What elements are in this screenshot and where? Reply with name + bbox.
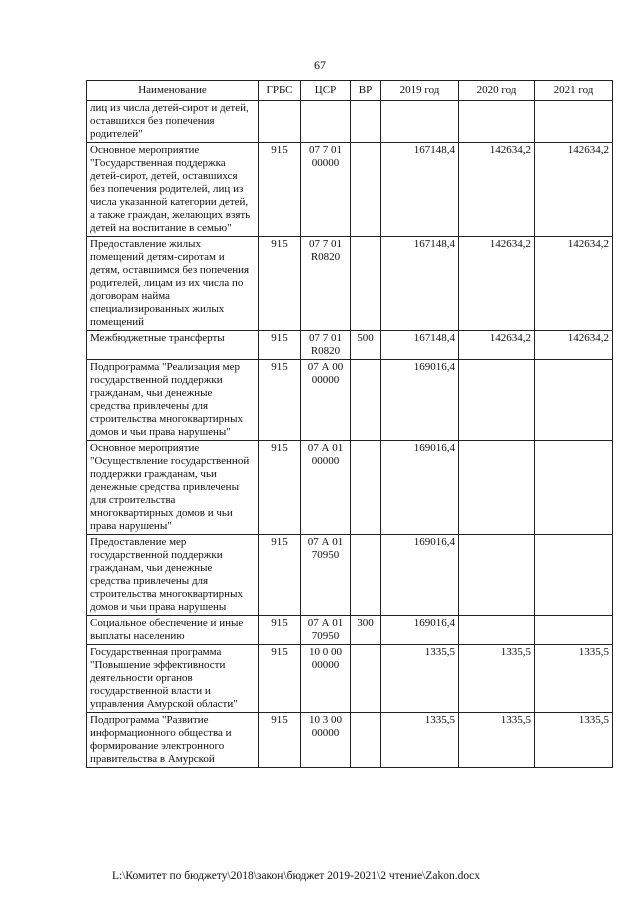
- cell-2019: 169016,4: [381, 360, 459, 441]
- cell-csr: 07 А 01 70950: [301, 535, 351, 616]
- cell-2020: [459, 616, 535, 645]
- table-row: [87, 645, 613, 713]
- cell-2021: [535, 535, 613, 616]
- cell-2020: 142634,2: [459, 237, 535, 331]
- cell-grbs: 915: [259, 713, 301, 768]
- cell-csr: 07 7 01 00000: [301, 143, 351, 237]
- cell-grbs: 915: [259, 360, 301, 441]
- cell-2021: 1335,5: [535, 645, 613, 713]
- cell-2020: [459, 535, 535, 616]
- cell-2021: 1335,5: [535, 713, 613, 768]
- cell-grbs: 915: [259, 616, 301, 645]
- cell-name: Основное мероприятие "Осуществление государственной поддержки гражданам, чьи денежные средства привлечены для строительства многоквартирных домов и чьи права нарушены": [87, 441, 259, 535]
- cell-2021: [535, 101, 613, 143]
- cell-name: Предоставление жилых помещений детям-сиротам и детям, оставшимся без попечения родителей, лицам из их числа по договорам найма специализированных жилых помещений: [87, 237, 259, 331]
- table-body: [87, 101, 613, 768]
- cell-grbs: 915: [259, 645, 301, 713]
- cell-2021: 142634,2: [535, 143, 613, 237]
- cell-2019: 1335,5: [381, 645, 459, 713]
- table-row: [87, 331, 613, 360]
- table-row: [87, 360, 613, 441]
- cell-csr: [301, 101, 351, 143]
- cell-grbs: 915: [259, 143, 301, 237]
- cell-name: лиц из числа детей-сирот и детей, оставшихся без попечения родителей": [87, 101, 259, 143]
- cell-2019: 169016,4: [381, 616, 459, 645]
- footer-file-path: L:\Комитет по бюджету\2018\закон\бюджет 2019-2021\2 чтение\Zakon.docx: [112, 870, 480, 882]
- cell-vr: [351, 535, 381, 616]
- header-2021: 2021 год: [535, 81, 613, 101]
- cell-vr: [351, 713, 381, 768]
- cell-grbs: 915: [259, 441, 301, 535]
- header-csr: ЦСР: [301, 81, 351, 101]
- cell-vr: [351, 101, 381, 143]
- cell-grbs: 915: [259, 331, 301, 360]
- cell-csr: 07 А 01 70950: [301, 616, 351, 645]
- cell-vr: [351, 441, 381, 535]
- cell-name: Социальное обеспечение и иные выплаты населению: [87, 616, 259, 645]
- table-row: [87, 101, 613, 143]
- table-row: [87, 237, 613, 331]
- cell-2020: [459, 101, 535, 143]
- cell-vr: 300: [351, 616, 381, 645]
- header-2019: 2019 год: [381, 81, 459, 101]
- cell-2021: [535, 616, 613, 645]
- cell-2020: 1335,5: [459, 645, 535, 713]
- cell-csr: 07 А 00 00000: [301, 360, 351, 441]
- table-row: [87, 616, 613, 645]
- cell-grbs: 915: [259, 535, 301, 616]
- cell-2019: 169016,4: [381, 441, 459, 535]
- cell-2019: 167148,4: [381, 237, 459, 331]
- table-header-row: [87, 81, 613, 101]
- cell-2021: [535, 441, 613, 535]
- cell-name: Подпрограмма "Реализация мер государственной поддержки гражданам, чьи денежные средства привлечены для строительства многоквартирных домов и чьи права нарушены": [87, 360, 259, 441]
- cell-csr: 10 3 00 00000: [301, 713, 351, 768]
- cell-2020: [459, 360, 535, 441]
- cell-vr: [351, 645, 381, 713]
- cell-2020: [459, 441, 535, 535]
- cell-2019: 167148,4: [381, 143, 459, 237]
- cell-2019: 1335,5: [381, 713, 459, 768]
- page-number: 67: [314, 58, 326, 72]
- cell-vr: [351, 143, 381, 237]
- cell-name: Межбюджетные трансферты: [87, 331, 259, 360]
- cell-2020: 142634,2: [459, 143, 535, 237]
- cell-vr: [351, 360, 381, 441]
- table-row: [87, 713, 613, 768]
- table-row: [87, 535, 613, 616]
- header-name: Наименование: [87, 81, 259, 101]
- cell-2020: 142634,2: [459, 331, 535, 360]
- cell-2021: 142634,2: [535, 237, 613, 331]
- cell-2019: 169016,4: [381, 535, 459, 616]
- cell-grbs: [259, 101, 301, 143]
- cell-name: Предоставление мер государственной поддержки гражданам, чьи денежные средства привлечены для строительства многоквартирных домов и чьи права нарушены: [87, 535, 259, 616]
- cell-name: Государственная программа "Повышение эффективности деятельности органов государственной власти и управления Амурской области": [87, 645, 259, 713]
- cell-2021: 142634,2: [535, 331, 613, 360]
- cell-csr: 10 0 00 00000: [301, 645, 351, 713]
- budget-table: [86, 80, 613, 768]
- cell-2021: [535, 360, 613, 441]
- cell-name: Основное мероприятие "Государственная поддержка детей-сирот, детей, оставшихся без попечения родителей, лиц из числа указанной категории детей, а также граждан, желающих взять детей на воспитание в семью": [87, 143, 259, 237]
- cell-2019: 167148,4: [381, 331, 459, 360]
- cell-csr: 07 7 01 R0820: [301, 331, 351, 360]
- cell-csr: 07 7 01 R0820: [301, 237, 351, 331]
- cell-vr: 500: [351, 331, 381, 360]
- cell-2019: [381, 101, 459, 143]
- table-row: [87, 441, 613, 535]
- table-row: [87, 143, 613, 237]
- cell-2020: 1335,5: [459, 713, 535, 768]
- header-vr: ВР: [351, 81, 381, 101]
- cell-name: Подпрограмма "Развитие информационного общества и формирование электронного правительства в Амурской: [87, 713, 259, 768]
- header-2020: 2020 год: [459, 81, 535, 101]
- cell-csr: 07 А 01 00000: [301, 441, 351, 535]
- cell-vr: [351, 237, 381, 331]
- cell-grbs: 915: [259, 237, 301, 331]
- header-grbs: ГРБС: [259, 81, 301, 101]
